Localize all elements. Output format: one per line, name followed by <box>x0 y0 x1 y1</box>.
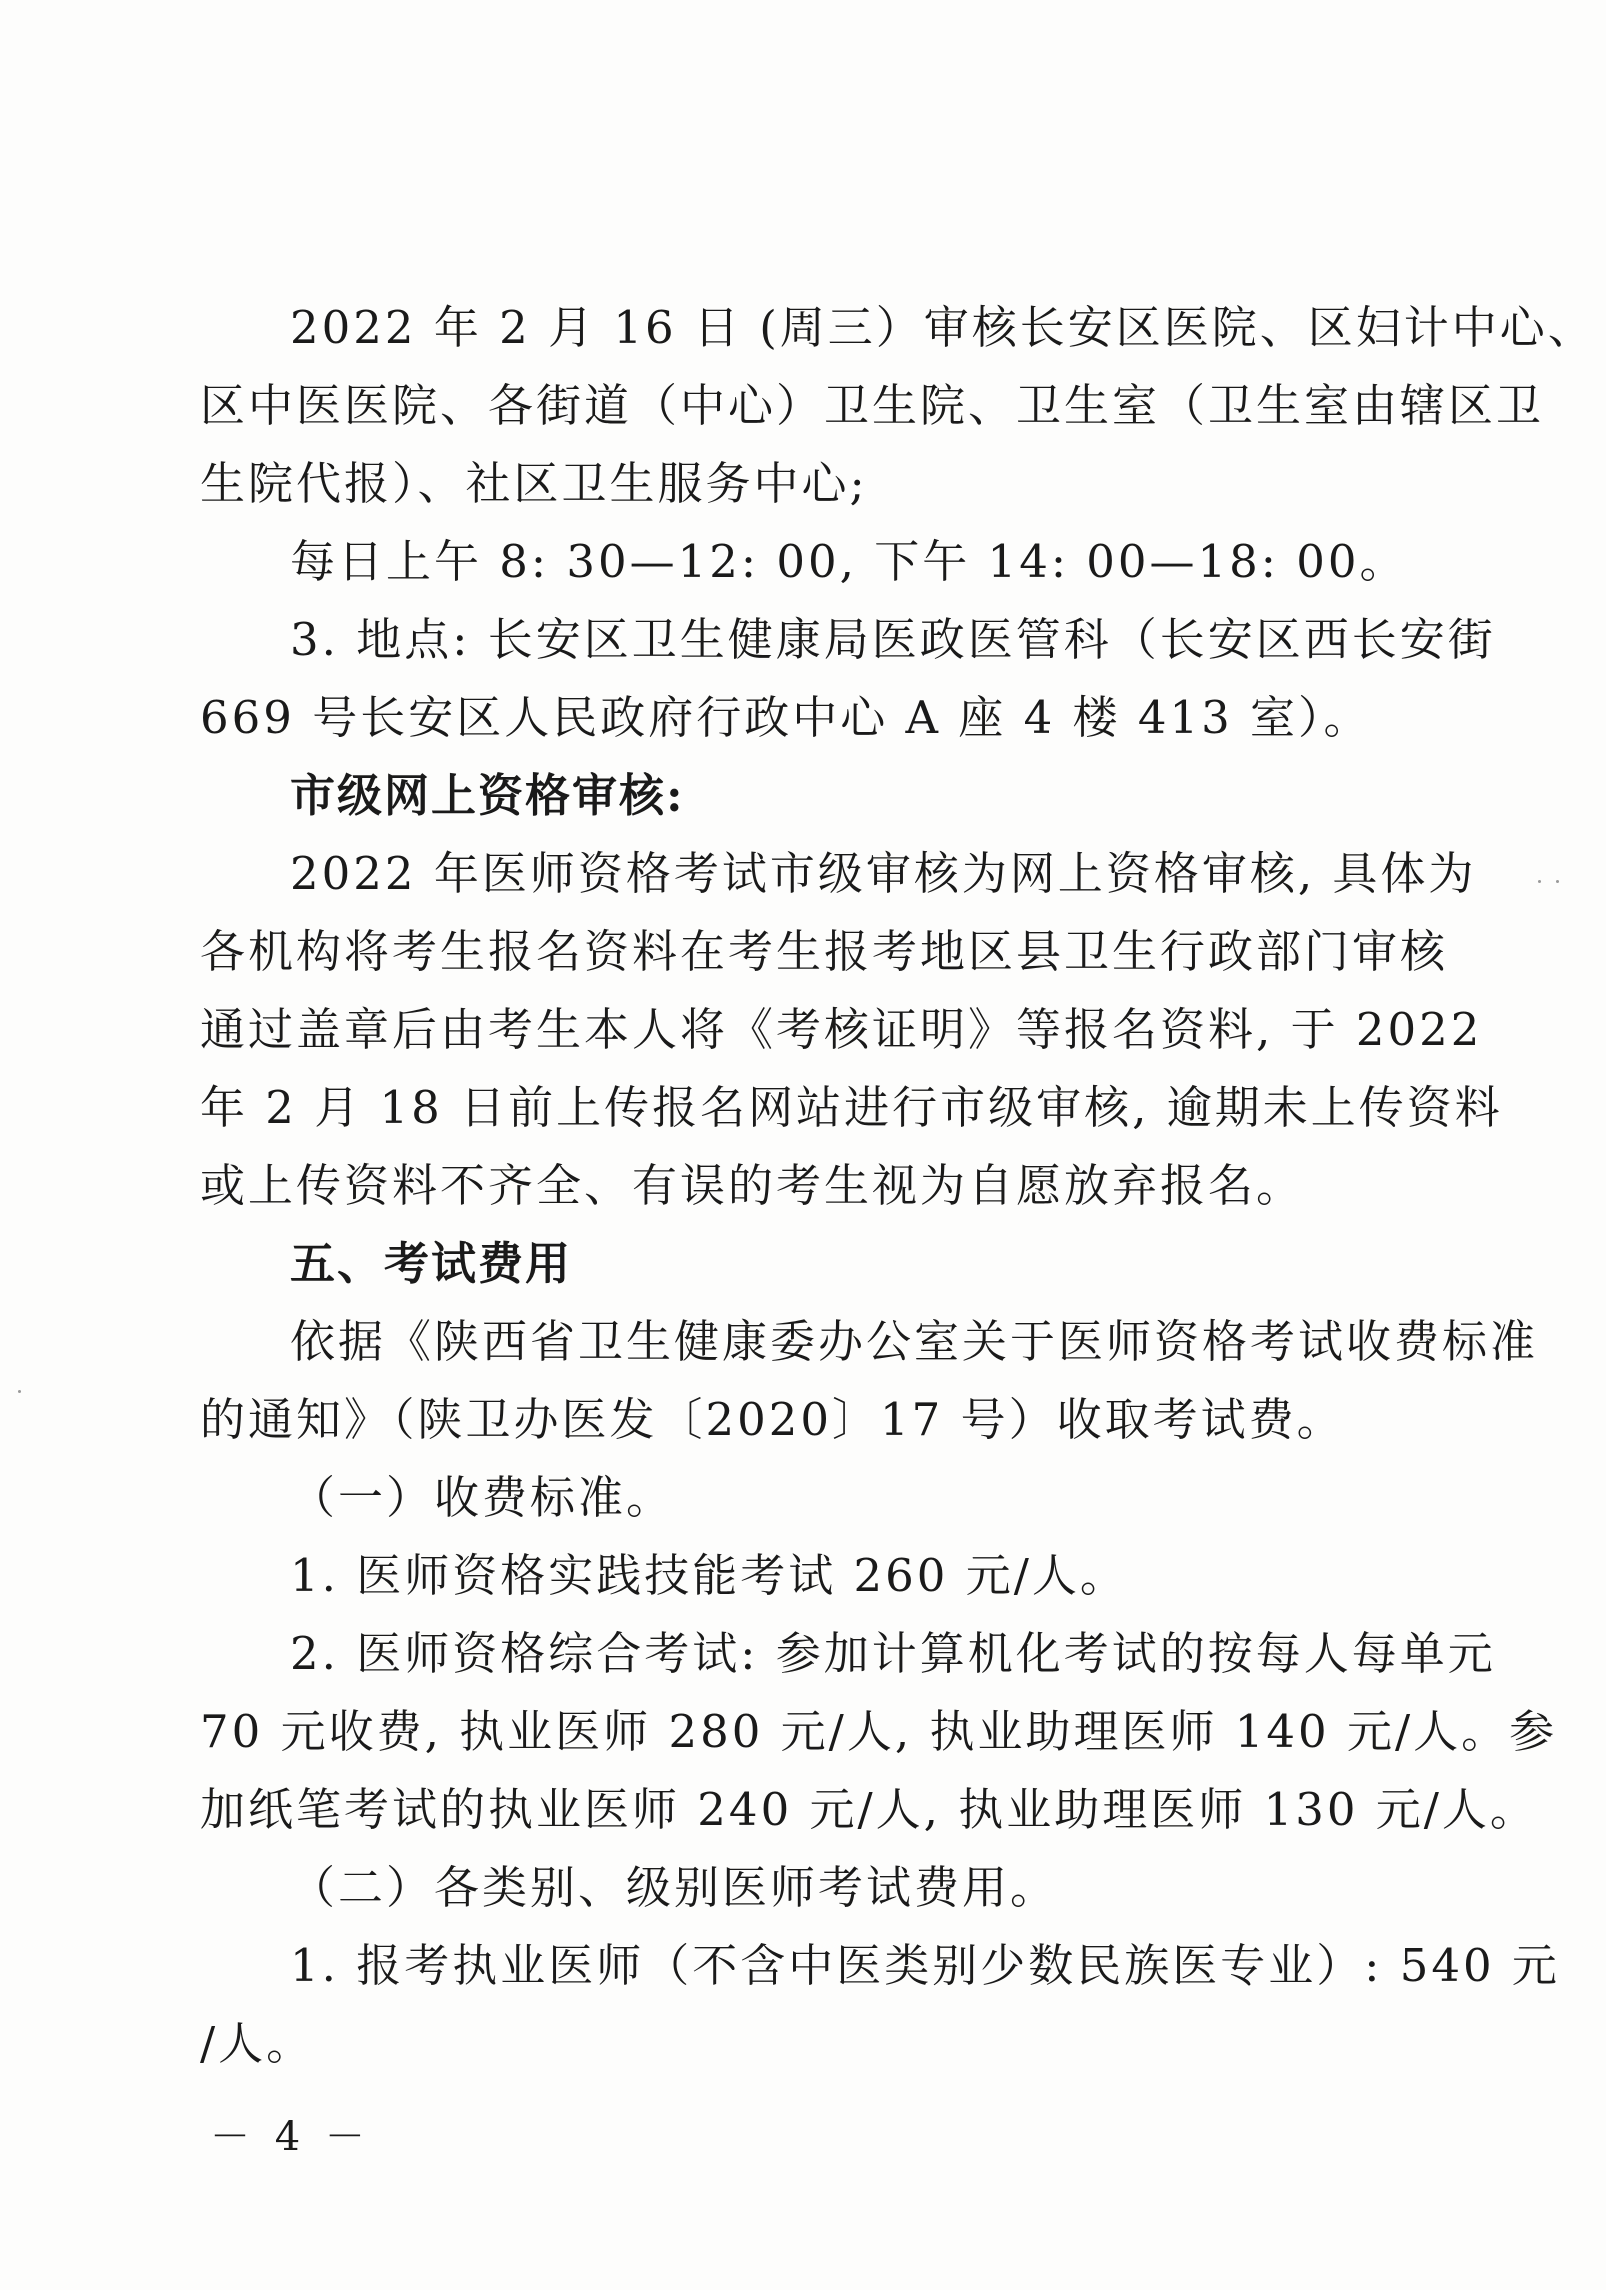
paragraph-line: 依据《陕西省卫生健康委办公室关于医师资格考试收费标准 <box>290 1315 1539 1368</box>
subsection-heading: （二）各类别、级别医师考试费用。 <box>290 1861 1059 1914</box>
scan-speck <box>18 1390 21 1393</box>
paragraph-line: 年 2 月 18 日前上传报名网站进行市级审核, 逾期未上传资料 <box>200 1081 1503 1134</box>
paragraph-line: 2022 年 2 月 16 日 (周三）审核长安区医院、区妇计中心、 <box>290 301 1596 354</box>
scan-speck <box>1556 880 1559 883</box>
section-heading: 市级网上资格审核: <box>290 769 685 822</box>
paragraph-line: 1. 医师资格实践技能考试 260 元/人。 <box>290 1549 1128 1602</box>
paragraph-line: 加纸笔考试的执业医师 240 元/人, 执业助理医师 130 元/人。 <box>200 1783 1538 1836</box>
page-number: － 4 － <box>210 2114 371 2160</box>
paragraph-line: 或上传资料不齐全、有误的考生视为自愿放弃报名。 <box>200 1159 1305 1212</box>
paragraph-line: 2. 医师资格综合考试: 参加计算机化考试的按每人每单元 <box>290 1627 1496 1680</box>
paragraph-line: 生院代报）、社区卫生服务中心; <box>200 457 868 510</box>
paragraph-line: 70 元收费, 执业医师 280 元/人, 执业助理医师 140 元/人。参 <box>200 1705 1558 1758</box>
section-heading: 五、考试费用 <box>290 1237 573 1290</box>
paragraph-line: 通过盖章后由考生本人将《考核证明》等报名资料, 于 2022 <box>200 1003 1483 1056</box>
paragraph-line: 3. 地点: 长安区卫生健康局医政医管科（长安区西长安街 <box>290 613 1496 666</box>
paragraph-line: 区中医医院、各街道（中心）卫生院、卫生室（卫生室由辖区卫 <box>200 379 1545 432</box>
paragraph-line: 2022 年医师资格考试市级审核为网上资格审核, 具体为 <box>290 847 1477 900</box>
paragraph-line: 669 号长安区人民政府行政中心 A 座 4 楼 413 室）。 <box>200 691 1372 744</box>
paragraph-line: 各机构将考生报名资料在考生报考地区县卫生行政部门审核 <box>200 925 1449 978</box>
paragraph-line: 每日上午 8: 30—12: 00, 下午 14: 00—18: 00。 <box>290 535 1408 588</box>
paragraph-line: 的通知》（陕卫办医发〔2020〕17 号）收取考试费。 <box>200 1393 1345 1446</box>
paragraph-line: /人。 <box>200 2017 315 2070</box>
paragraph-line: 1. 报考执业医师（不含中医类别少数民族医专业）: 540 元 <box>290 1939 1560 1992</box>
scan-speck <box>1538 880 1541 883</box>
subsection-heading: （一）收费标准。 <box>290 1471 675 1524</box>
